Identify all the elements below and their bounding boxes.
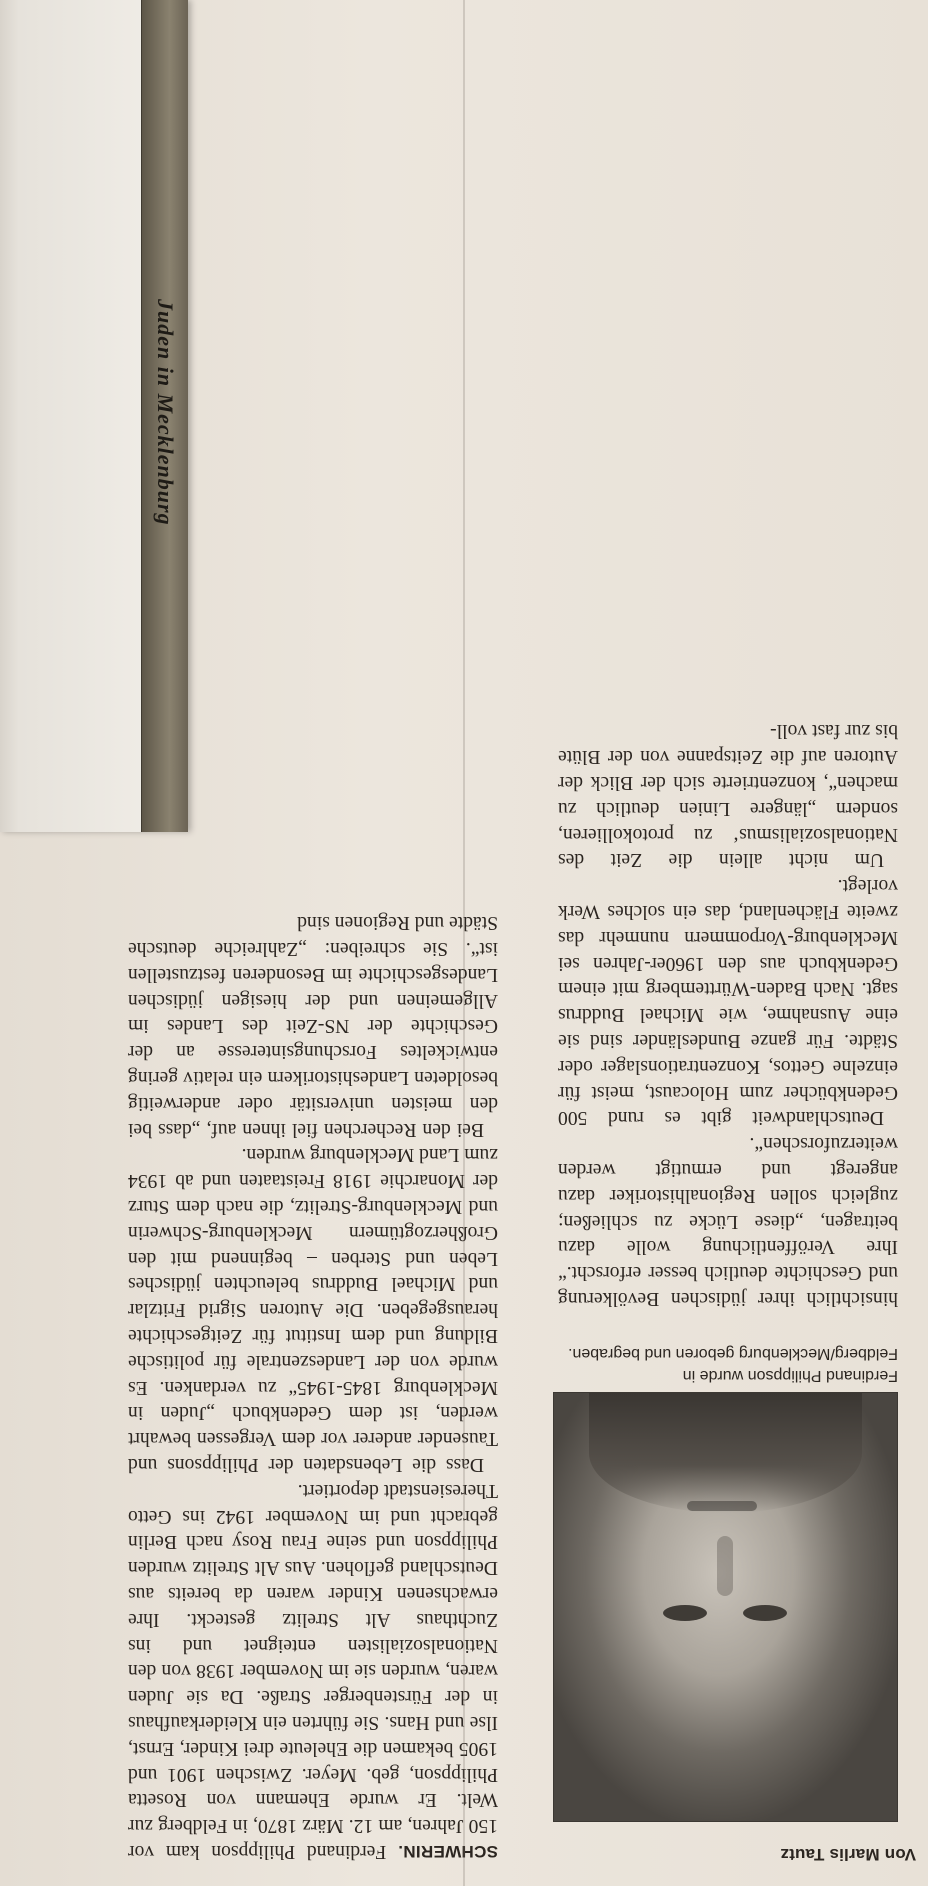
book-spine xyxy=(141,0,188,832)
photo-caption: Ferdinand Philippson wurde in Feldberg/Mecklenburg geboren und begraben. xyxy=(567,1345,898,1384)
article-column-2 xyxy=(558,718,898,1311)
page-fold-line xyxy=(463,0,465,1886)
photo-eye-left xyxy=(743,1605,787,1621)
dateline-kicker: SCHWERIN. xyxy=(398,1842,498,1861)
byline: Von Marlis Tautz xyxy=(780,1845,916,1864)
paragraph-1-text: Ferdinand Philippson kam vor 150 Jahren, am 12. März 1870, in Feldberg zur Welt. Er wurde Ehemann von Rosetta Philippson, geb. Meyer. Zwischen 1901 und 1905 bekamen die Eheleute drei Kinder, Ernst, Ilse und Hans. Sie führten ein Kleiderkaufhaus in der Fürstenberger Straße. Da sie Juden waren, wurden sie im November 1938 von den Nationalsozialisten enteignet und ins Zuchthaus Alt Strelitz gesteckt. Ihre erwachsenen Kinder waren da bereits aus Deutschland geflohen. Aus Alt Strelitz wurden Philippson und seine Frau Rosy nach Berlin gebracht und im November 1942 ins Getto Theresienstadt deportiert. xyxy=(128,1479,498,1862)
portrait-photo xyxy=(553,1392,898,1822)
photo-nose-shape xyxy=(717,1536,733,1596)
book-spine-title: Juden in Mecklenburg xyxy=(153,298,178,526)
paragraph-2: Dass die Lebensdaten der Philippsons und Tausender anderer vor dem Vergessen bewahrt werden, ist dem Gedenkbuch „Juden in Mecklenburg 1845-1945“ zu verdanken. Es wurde von der Landeszentrale für politische Bildung und dem Institut für Zeitgeschichte herausgegeben. Die Autoren Sigrid Fritzlar und Michael Buddrus beleuchten jüdisches Leben und Sterben – beginnend mit den Großherzogtümern Mecklenburg-Schwerin und Mecklenburg-Strelitz, die nach dem Sturz der Monarchie 1918 Freistaaten und ab 1934 zum Land Mecklenburg wurden. xyxy=(128,1144,498,1476)
photo-hair-shape xyxy=(589,1393,862,1513)
paragraph-4: hinsichtlich ihrer jüdischen Bevölkerung und Geschichte deutlich besser erforscht.“ Ihre Veröffentlichung wolle dazu beitragen, „diese Lücke zu schließen; zugleich sollen Regionalhistoriker dazu angeregt und ermutigt werden weiterzuforschen“. xyxy=(558,1133,898,1309)
paragraph-3: Bei den Recherchen fiel ihnen auf, „dass bei den meisten universitär oder anderweitig besoldeten Landeshistorikern ein relativ gering entwickeltes Forschungsinteresse an der Geschichte der NS-Zeit des Landes im Allgemeinen und der hiesigen jüdischen Landesgeschichte im Besonderen festzustellen ist“. Sie schreiben: „Zahlreiche deutsche Städte und Regionen sind xyxy=(128,912,498,1140)
paragraph-6: Um nicht allein die Zeit des Nationalsozialismus‘ zu protokollieren, sondern „längere Linien deutlich zu machen“, konzentrierte sich der Blick der Autoren auf die Zeitspanne von der Blüte bis zur fast voll- xyxy=(558,720,898,871)
book-cover-photo xyxy=(0,0,188,832)
article-column-1 xyxy=(128,910,498,1864)
paragraph-5: Deutschlandweit gibt es rund 500 Gedenkbücher zum Holocaust, meist für einzelne Gettos, Konzentrationslager oder Städte. Für ganze Bundesländer sind sie eine Ausnahme, wie Michael Buddrus sagt. Nach Baden-Württemberg mit einem Gedenkbuch aus den 1960er-Jahren sei Mecklenburg-Vorpommern nunmehr das zweite Flächenland, das ein solches Werk vorlegt. xyxy=(558,875,898,1129)
photo-eye-right xyxy=(663,1605,707,1621)
paragraph-1 xyxy=(128,1477,498,1864)
photo-mouth-shape xyxy=(687,1501,757,1511)
